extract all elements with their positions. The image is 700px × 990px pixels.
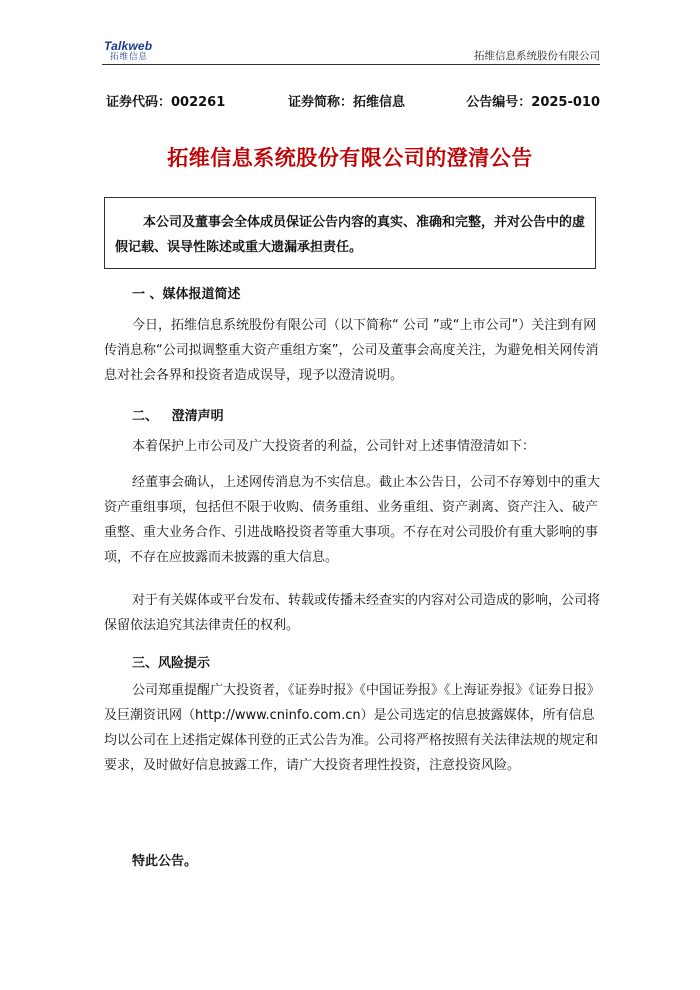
signoff: 特此公告。 [132,854,198,869]
section-1-paragraph: 今日，拓维信息系统股份有限公司（以下简称“ 公司 ”或“上市公司”）关注到有网传消息称“公司拟调整重大资产重组方案”，公司及董事会高度关注，为避免相关网传消息对社会各界和投资者造成误导，现予以澄清说明。 [104,318,599,383]
announcement-meta [106,91,600,111]
company-logo [104,40,152,62]
section-3-paragraph: 公司郑重提醒广大投资者，《证券时报》《中国证券报》《上海证券报》《证券日报》及巨潮资讯网（http://www.cninfo.com.cn）是公司选定的信息披露媒体，所有信息均以公司在上述指定媒体刊登的正式公告为准。公司将严格按照有关法律法规的规定和要求，及时做好信息披露工作，请广大投资者理性投资，注意投资风险。 [104,683,601,773]
section-heading-1: 一 、媒体报道简述 [132,287,241,302]
logo-subtitle: 拓维信息 [110,52,149,62]
section-heading-2: 二、 澄清声明 [132,409,224,424]
page-title: 拓维信息系统股份有限公司的澄清公告 [167,146,533,170]
stock-abbreviation: 证券简称：拓维信息 [288,95,406,110]
page-header [102,40,600,65]
stock-code: 证券代码：002261 [106,95,226,110]
header-company-name: 拓维信息系统股份有限公司 [474,50,600,62]
section-2-paragraph-1: 本着保护上市公司及广大投资者的利益，公司针对上述事情澄清如下： [132,439,536,454]
section-heading-3: 三、风险提示 [132,656,211,671]
logo-wordmark: Talkweb [104,39,153,53]
section-2-paragraph-3: 对于有关媒体或平台发布、转载或传播未经查实的内容对公司造成的影响，公司将保留依法追究其法律责任的权利。 [104,593,601,633]
section-2-paragraph-2: 经董事会确认，上述网传消息为不实信息。截止本公告日，公司不存筹划中的重大资产重组事项，包括但不限于收购、债务重组、业务重组、资产剥离、资产注入、破产重整、重大业务合作、引进战略投资者等重大事项。不存在对公司股价有重大影响的事项，不存在应披露而未披露的重大信息。 [104,475,601,565]
announcement-number: 公告编号：2025-010 [466,95,600,110]
responsibility-notice: 本公司及董事会全体成员保证公告内容的真实、准确和完整，并对公告中的虚假记载、误导性陈述或重大遗漏承担责任。 [104,197,596,269]
